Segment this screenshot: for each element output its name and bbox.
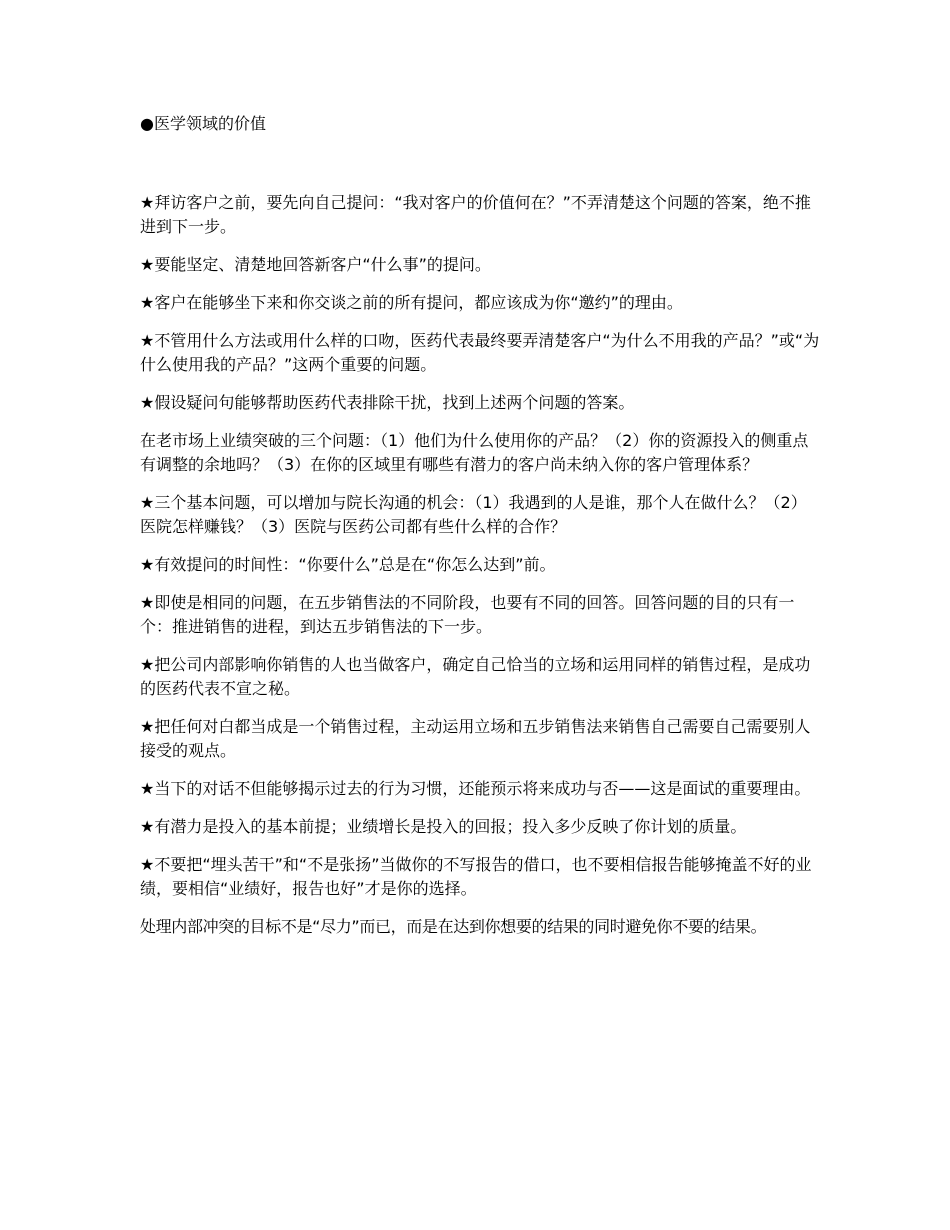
section-heading: ●医学领域的价值 — [140, 114, 266, 133]
paragraph: ★有潜力是投入的基本前提；业绩增长是投入的回报；投入多少反映了你计划的质量。 — [140, 817, 747, 836]
paragraph: ★要能坚定、清楚地回答新客户“什么事”的提问。 — [140, 255, 491, 274]
paragraph: ★客户在能够坐下来和你交谈之前的所有提问，都应该成为你“邀约”的理由。 — [140, 293, 683, 312]
paragraph: ★有效提问的时间性：“你要什么”总是在“你怎么达到”前。 — [140, 555, 556, 574]
paragraph: ★三个基本问题，可以增加与院长沟通的机会：（1）我遇到的人是谁，那个人在做什么？（2）医院怎样赚钱？（3）医院与医药公司都有些什么样的合作？ — [140, 493, 807, 536]
paragraph: ★即使是相同的问题，在五步销售法的不同阶段，也要有不同的回答。回答问题的目的只有一个：推进销售的进程，到达五步销售法的下一步。 — [140, 593, 795, 636]
paragraph: ★假设疑问句能够帮助医药代表排除干扰，找到上述两个问题的答案。 — [140, 393, 635, 412]
paragraph: ★拜访客户之前，要先向自己提问：“我对客户的价值何在？”不弄清楚这个问题的答案，绝不推进到下一步。 — [140, 193, 811, 236]
paragraph: ★不管用什么方法或用什么样的口吻，医药代表最终要弄清楚客户“为什么不用我的产品？”或“为什么使用我的产品？”这两个重要的问题。 — [140, 331, 820, 374]
paragraph: ★当下的对话不但能够揭示过去的行为习惯，还能预示将来成功与否——这是面试的重要理由。 — [140, 779, 811, 798]
paragraph: 在老市场上业绩突破的三个问题：（1）他们为什么使用你的产品？（2）你的资源投入的侧重点有调整的余地吗？（3）在你的区域里有哪些有潜力的客户尚未纳入你的客户管理体系？ — [140, 431, 809, 474]
paragraph: ★把公司内部影响你销售的人也当做客户，确定自己恰当的立场和运用同样的销售过程，是成功的医药代表不宣之秘。 — [140, 655, 811, 698]
paragraph: ★把任何对白都当成是一个销售过程，主动运用立场和五步销售法来销售自己需要自己需要别人接受的观点。 — [140, 717, 811, 760]
paragraph: ★不要把“埋头苦干”和“不是张扬”当做你的不写报告的借口，也不要相信报告能够掩盖不好的业绩，要相信“业绩好，报告也好”才是你的选择。 — [140, 855, 812, 898]
paragraph: 处理内部冲突的目标不是“尽力”而已，而是在达到你想要的结果的同时避免你不要的结果。 — [140, 917, 767, 936]
document-body — [140, 112, 820, 953]
